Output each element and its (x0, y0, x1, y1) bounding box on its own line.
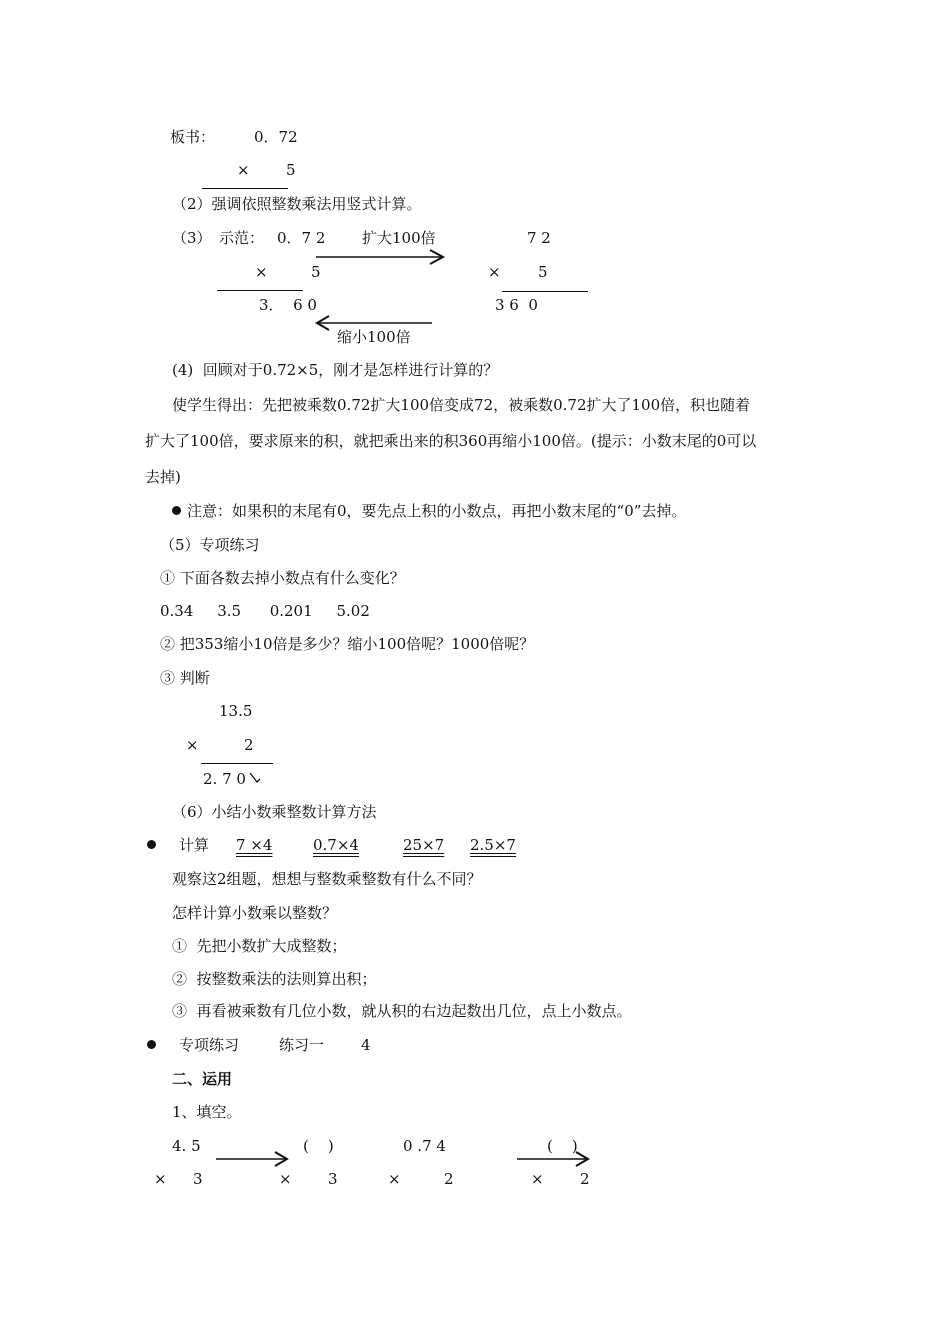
judge-mult: 2 (244, 736, 254, 754)
fill-b-times: × (279, 1170, 292, 1188)
bullet-icon (147, 840, 156, 849)
board-times: × (237, 161, 250, 179)
fill-heading: 1、填空。 (172, 1103, 242, 1121)
observe-text: 观察这2组题，想想与整数乘整数有什么不同？ (172, 870, 482, 888)
calc-b: 0.7×4 (313, 836, 359, 854)
board-rule (202, 188, 288, 189)
question-1: ① 下面各数去掉小数点有什么变化？ (160, 569, 405, 587)
step-6: （6）小结小数乘整数计算方法 (172, 803, 377, 821)
calc-d: 2.5×7 (470, 836, 516, 854)
step-3-demo: 示范： (219, 229, 265, 247)
fill-arrow-icon (515, 1150, 591, 1168)
fill-d-top: ( ) (547, 1137, 578, 1155)
judge-rule (201, 763, 273, 764)
paragraph-line-1: 使学生得出：先把被乘数0.72扩大100倍变成72，被乘数0.72扩大了100倍，积也随着 (172, 396, 751, 414)
paragraph-line-2: 扩大了100倍，要求原来的积，就把乘出来的积360再缩小100倍。(提示：小数末尾的0可以 (145, 432, 757, 450)
board-label: 板书： (170, 128, 216, 146)
step-3-label: （3） (172, 229, 212, 247)
demo-right-top: 7 2 (527, 229, 551, 247)
step-2: （2）强调依照整数乘法用竖式计算。 (172, 195, 422, 213)
question-3: ③ 判断 (160, 669, 210, 687)
step-4: (4) 回顾对于0.72×5，刚才是怎样进行计算的？ (172, 361, 499, 379)
judge-result: 2. 7 0 (203, 770, 246, 788)
rule-item: ③ 再看被乘数有几位小数，就从积的右边起数出几位，点上小数点。 (172, 1002, 632, 1020)
expand-arrow-icon (314, 248, 446, 266)
fill-d-mult: 2 (580, 1170, 590, 1188)
fill-c-top: 0 .7 4 (403, 1137, 446, 1155)
step-5: （5）专项练习 (160, 536, 260, 554)
fill-c-mult: 2 (444, 1170, 454, 1188)
demo-right-rule (502, 291, 588, 292)
fill-c-times: × (388, 1170, 401, 1188)
judge-times: × (186, 736, 199, 754)
paragraph-line-3: 去掉) (145, 468, 181, 486)
demo-left-times: × (255, 263, 268, 281)
judge-top: 13.5 (219, 702, 253, 720)
demo-right-result: 3 6 0 (495, 296, 538, 314)
bullet-icon (147, 1040, 156, 1049)
fill-b-top: ( ) (303, 1137, 334, 1155)
fill-d-times: × (531, 1170, 544, 1188)
fill-a-times: × (154, 1170, 167, 1188)
check-mark-icon (248, 770, 262, 786)
practice-label: 专项练习 (179, 1036, 240, 1054)
calc-label: 计算 (179, 836, 210, 854)
demo-right-times: × (488, 263, 501, 281)
arrow-down-label: 缩小100倍 (337, 328, 411, 346)
practice-number: 4 (361, 1036, 371, 1054)
question-1-numbers: 0.34 3.5 0.201 5.02 (160, 602, 370, 620)
fill-a-top: 4. 5 (172, 1137, 201, 1155)
fill-arrow-icon (214, 1150, 290, 1168)
board-multiplicand: 0．72 (254, 128, 298, 146)
demo-left-top: 0．7 2 (277, 229, 326, 247)
note-text: 注意：如果积的末尾有0，要先点上积的小数点，再把小数末尾的“0”去掉。 (187, 502, 687, 520)
board-multiplier: 5 (286, 161, 296, 179)
demo-left-mult: 5 (311, 263, 321, 281)
demo-right-mult: 5 (538, 263, 548, 281)
bullet-icon (172, 506, 181, 515)
practice-exercise: 练习一 (279, 1036, 325, 1054)
rule-item: ② 按整数乘法的法则算出积； (172, 970, 377, 988)
calc-a: 7 ×4 (236, 836, 273, 854)
calc-c: 25×7 (403, 836, 445, 854)
how-text: 怎样计算小数乘以整数？ (172, 904, 338, 922)
fill-b-mult: 3 (328, 1170, 338, 1188)
fill-a-mult: 3 (193, 1170, 203, 1188)
question-2: ② 把353缩小10倍是多少？缩小100倍呢？1000倍呢？ (160, 635, 535, 653)
demo-left-rule (217, 290, 303, 291)
rule-item: ① 先把小数扩大成整数； (172, 937, 347, 955)
section-heading: 二、运用 (172, 1070, 233, 1088)
demo-left-result: 3． 6 0 (259, 296, 317, 314)
arrow-up-label: 扩大100倍 (362, 229, 436, 247)
